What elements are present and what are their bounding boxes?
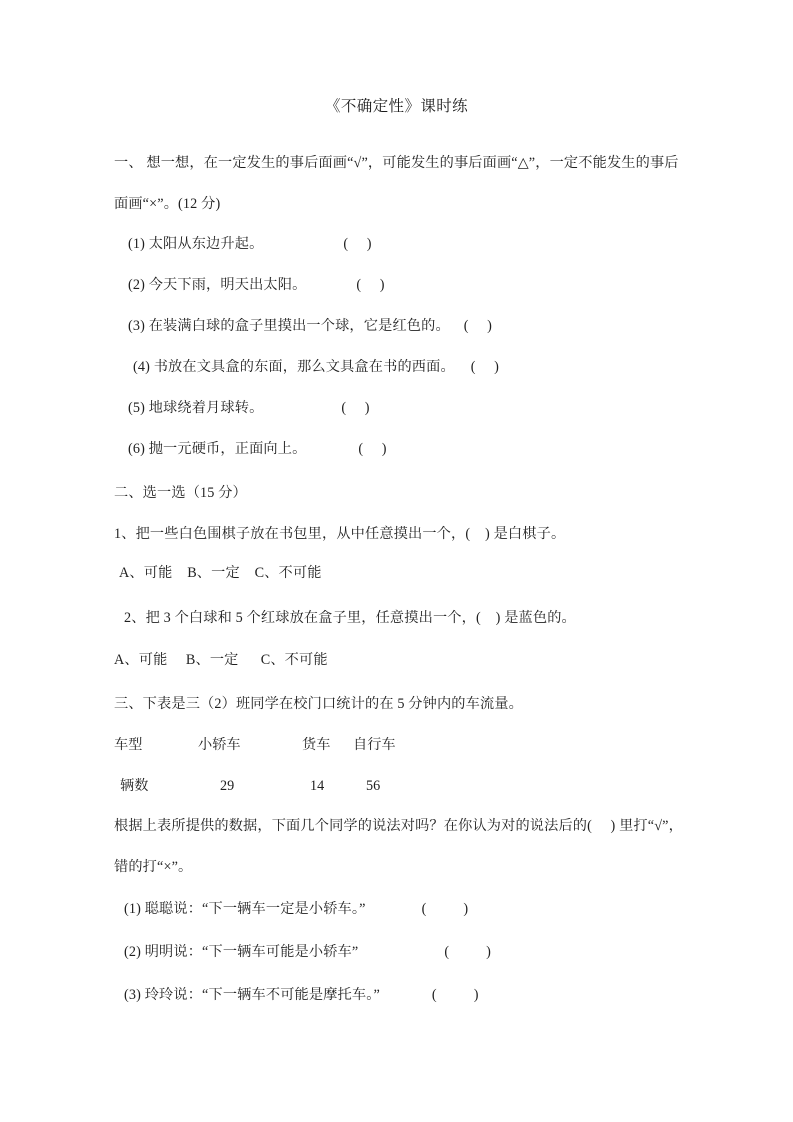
question-1-number: 1、: [114, 526, 136, 542]
item-4-text: 书放在文具盒的东面，那么文具盒在书的西面。: [153, 359, 455, 375]
table-header-bicycle: 自行车: [353, 737, 396, 753]
question-1-text: 把一些白色围棋子放在书包里，从中任意摸出一个，( ) 是白棋子。: [135, 526, 566, 542]
page-title: 《不确定性》课时练: [324, 98, 469, 115]
item-5-text: 地球绕着月球转。: [148, 400, 264, 416]
question-1: [114, 524, 565, 544]
item-3-blank[interactable]: ( ): [463, 318, 493, 334]
statement-1-text: 聪聪说：“下一辆车一定是小轿车。”: [144, 901, 366, 917]
item-6-blank[interactable]: ( ): [358, 441, 387, 457]
statement-1-blank[interactable]: ( ): [421, 901, 469, 917]
question-2-options[interactable]: A、可能 B、一定 C、不可能: [114, 652, 328, 668]
statement-1-number: (1): [124, 901, 141, 917]
item-1: [128, 234, 372, 254]
table-row-label-count: 辆数: [120, 778, 149, 794]
table-value-bicycle: 56: [366, 778, 381, 794]
table-header-truck: 货车: [302, 737, 331, 753]
statement-3-number: (3): [124, 987, 141, 1003]
item-3-text: 在装满白球的盒子里摸出一个球，它是红色的。: [148, 318, 450, 334]
item-3-number: (3): [128, 318, 145, 334]
section-three-heading: 三、下表是三（2）班同学在校门口统计的在 5 分钟内的车流量。: [114, 696, 523, 712]
table-value-truck: 14: [310, 778, 325, 794]
item-5: [128, 398, 370, 418]
item-2: [128, 275, 385, 295]
question-2-text: 把 3 个白球和 5 个红球放在盒子里，任意摸出一个，( ) 是蓝色的。: [145, 610, 576, 626]
statement-2-number: (2): [124, 944, 141, 960]
item-1-blank[interactable]: ( ): [343, 236, 372, 252]
item-5-number: (5): [128, 400, 145, 416]
item-6-text: 抛一元硬币，正面向上。: [148, 441, 307, 457]
item-2-number: (2): [128, 277, 145, 293]
item-3: [128, 316, 492, 336]
section-three-instruction-line-2: 错的打“×”。: [114, 859, 193, 875]
item-4-blank[interactable]: ( ): [470, 359, 500, 375]
section-three-instruction-line-1: 根据上表所提供的数据，下面几个同学的说法对吗？在你认为对的说法后的( ) 里打“√”，: [114, 818, 683, 834]
item-6: [128, 439, 387, 459]
item-5-blank[interactable]: ( ): [341, 400, 370, 416]
statement-1: [124, 899, 468, 919]
item-2-blank[interactable]: ( ): [356, 277, 385, 293]
table-header-car: 小轿车: [198, 737, 241, 753]
item-2-text: 今天下雨，明天出太阳。: [148, 277, 307, 293]
table-row-label-vehicle-type: 车型: [114, 737, 143, 753]
item-1-number: (1): [128, 236, 145, 252]
item-6-number: (6): [128, 441, 145, 457]
section-one-heading-line-2: 面画“×”。(12 分): [114, 196, 221, 212]
item-1-text: 太阳从东边升起。: [148, 236, 264, 252]
section-two-heading: 二、选一选（15 分）: [114, 485, 247, 501]
statement-2-blank[interactable]: ( ): [444, 944, 492, 960]
table-value-car: 29: [220, 778, 235, 794]
item-4-number: (4): [133, 359, 150, 375]
question-2: [124, 608, 576, 628]
section-one-heading-line-1: 一、 想一想，在一定发生的事后面画“√”，可能发生的事后面画“△”，一定不能发生的事后: [114, 155, 679, 171]
question-1-options[interactable]: A、可能 B、一定 C、不可能: [119, 565, 322, 581]
statement-3-text: 玲玲说：“下一辆车不可能是摩托车。”: [144, 987, 380, 1003]
item-4: [133, 357, 499, 377]
statement-2-text: 明明说：“下一辆车可能是小轿车”: [144, 944, 359, 960]
statement-3: [124, 985, 479, 1005]
question-2-number: 2、: [124, 610, 146, 626]
statement-3-blank[interactable]: ( ): [431, 987, 479, 1003]
statement-2: [124, 942, 491, 962]
